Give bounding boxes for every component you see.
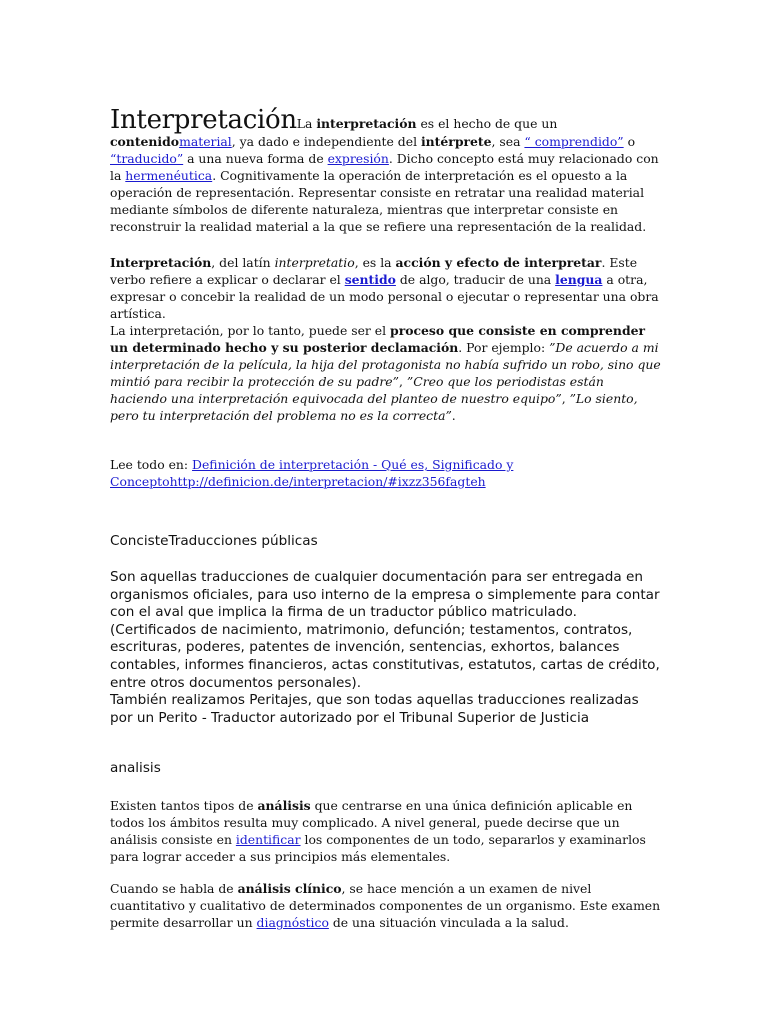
- bold-term: acción y efecto de interpretar: [395, 255, 602, 270]
- paragraph-traducciones: [110, 569, 662, 727]
- italic-term: interpretatio: [274, 255, 355, 270]
- text: Cuando se habla de: [110, 881, 238, 896]
- section-heading-traducciones: ConcisteTraducciones públicas: [110, 533, 318, 549]
- link-diagnostico[interactable]: diagnóstico: [256, 915, 329, 930]
- link-lengua[interactable]: lengua: [555, 272, 603, 287]
- text: a una nueva forma de: [183, 151, 328, 166]
- text: .: [451, 408, 456, 423]
- paragraph-definicion: [110, 254, 662, 322]
- text: , es la: [354, 255, 396, 270]
- link-identificar[interactable]: identificar: [235, 832, 301, 847]
- link-material[interactable]: material: [179, 134, 232, 149]
- bold-term: análisis: [257, 798, 311, 813]
- text: , sea: [491, 134, 525, 149]
- bold-term: análisis clínico: [237, 881, 342, 896]
- text: . Cognitivamente la operación de interpretación es el opuesto a la operación de representación. Representar consiste en retratar una realidad material mediante símbolos de diferente naturaleza, mientras que interpretar consiste en reconstruir la realidad material a la que se refiere una representación de la realidad.: [110, 168, 647, 234]
- bold-term: proceso que consiste en comprender un determinado hecho y su posterior declamación: [110, 323, 646, 355]
- text: Existen tantos tipos de: [110, 798, 258, 813]
- text: ,: [398, 374, 407, 389]
- italic-example: ”Lo siento, pero tu interpretación del problema no es la correcta”: [110, 391, 638, 423]
- paragraph-analisis: [110, 797, 662, 865]
- section-heading-analisis: analisis: [110, 760, 161, 776]
- text: a otra, expresar o concebir la realidad de un modo personal o ejecutar o representar una obra artística.: [110, 272, 659, 321]
- text: de una situación vinculada a la salud.: [328, 915, 569, 930]
- page-title: Interpretación: [110, 105, 297, 135]
- source-reference: [110, 456, 530, 490]
- link-sentido[interactable]: sentido: [344, 272, 396, 287]
- paragraph-ejemplos: [110, 322, 662, 424]
- text: ,: [561, 391, 570, 406]
- text: . Este verbo refiere a explicar o declarar el: [110, 255, 638, 287]
- text: La interpretación, por lo tanto, puede ser el: [110, 323, 391, 338]
- text: , se hace mención a un examen de nivel cuantitativo y cualitativo de determinados componentes de un organismo. Este examen permite desarrollar un: [110, 881, 661, 930]
- link-comprendido[interactable]: “ comprendido”: [524, 134, 624, 149]
- text: , del latín: [211, 255, 275, 270]
- link-expresion[interactable]: expresión: [327, 151, 389, 166]
- traducciones-description: Son aquellas traducciones de cualquier documentación para ser entregada en organismos oficiales, para uso interno de la empresa o simplemente para contar con el aval que implica la firma de un traductor público matriculado. (Certificados de nacimiento, matrimonio, defunción; testamentos, contratos, escrituras, poderes, patentes de invención, sentencias, exhortos, balances contables, informes financieros, actas constitutivas, estatutos, cartas de crédito, entre otros documentos personales).: [110, 569, 660, 691]
- text: los componentes de un todo, separarlos y examinarlos para lograr acceder a sus principios más elementales.: [110, 832, 646, 864]
- text: . Dicho concepto está muy relacionado con la: [110, 151, 659, 183]
- link-traducido[interactable]: “traducido”: [110, 151, 184, 166]
- bold-term: Interpretación: [110, 255, 212, 270]
- italic-example: ”De acuerdo a mi interpretación de la película, la hija del protagonista no había sufrido un robo, sino que mintió para recibir la protección de su padre”: [110, 340, 661, 389]
- text: que centrarse en una única definición aplicable en todos los ámbitos resulta muy complicado. A nivel general, puede decirse que un análisis consiste en: [110, 798, 633, 847]
- paragraph-interpretacion-intro: [110, 107, 662, 235]
- text: , ya dado e independiente del: [231, 134, 421, 149]
- text: es el hecho de que un: [416, 116, 558, 131]
- text: La: [296, 116, 317, 131]
- bold-term: intérprete: [420, 134, 492, 149]
- italic-example: ”Creo que los periodistas están haciendo una interpretación equivocada del planteo de nuestro equipo”: [110, 374, 604, 406]
- text: Lee todo en:: [110, 457, 193, 472]
- paragraph-analisis-clinico: [110, 880, 662, 931]
- peritajes-description: También realizamos Peritajes, que son todas aquellas traducciones realizadas por un Perito - Traductor autorizado por el Tribunal Superior de Justicia: [110, 692, 639, 726]
- text: de algo, traducir de una: [395, 272, 556, 287]
- bold-term: interpretación: [316, 116, 417, 131]
- bold-term: contenido: [110, 134, 180, 149]
- text: . Por ejemplo:: [458, 340, 550, 355]
- source-link[interactable]: Definición de interpretación - Qué es, Significado y Conceptohttp://definicion.de/interpretacion/#ixzz356fagteh: [110, 457, 514, 489]
- text: o: [623, 134, 636, 149]
- link-hermeneutica[interactable]: hermenéutica: [125, 168, 213, 183]
